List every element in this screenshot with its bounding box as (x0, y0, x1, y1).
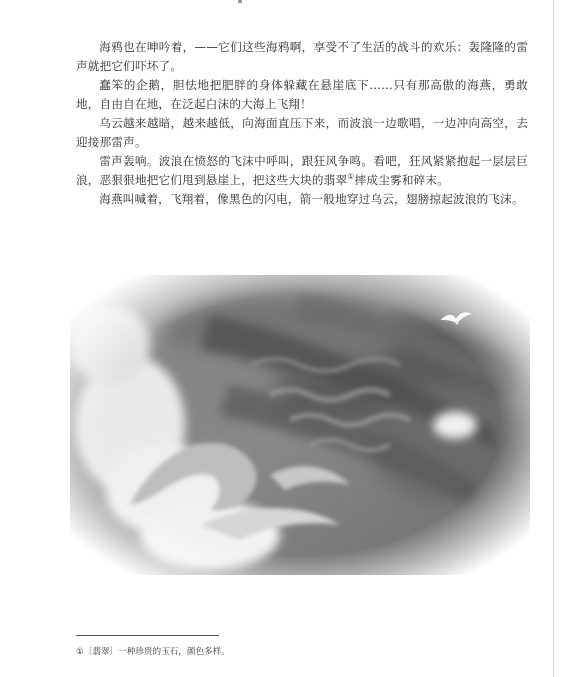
page-top-mark (238, 0, 242, 3)
footnote-divider (76, 635, 219, 636)
footnote-marker: ① (76, 647, 84, 657)
paragraph-4-tail: 摔成尘雾和碎末。 (354, 173, 449, 187)
paragraph-4 (76, 152, 528, 190)
paragraph-1: 海鸦也在呻吟着，——它们这些海鸦啊，享受不了生活的战斗的欢乐：轰隆隆的雷声就把它们吓坏了。 (76, 40, 528, 73)
footnote-text: 〔翡翠〕一种珍贵的玉石，颜色多样。 (83, 647, 230, 657)
paragraph-5: 海燕叫喊着，飞翔着，像黑色的闪电，箭一般地穿过乌云，翅膀掠起波浪的飞沫。 (99, 192, 524, 206)
storm-sea-illustration (70, 275, 530, 575)
page-edge (553, 0, 554, 677)
body-text (76, 38, 528, 209)
paragraph-2: 蠢笨的企鹅，胆怯地把肥胖的身体躲藏在悬崖底下……只有那高傲的海燕，勇敢地，自由自在地，在泛起白沫的大海上飞翔！ (76, 78, 528, 111)
illustration-vignette (70, 275, 530, 575)
paragraph-3: 乌云越来越暗，越来越低，向海面直压下来，而波浪一边歌唱，一边冲向高空，去迎接那雷声。 (76, 116, 528, 149)
footnote (76, 646, 230, 658)
paragraph-4-text: 雷声轰响。波浪在愤怒的飞沫中呼叫，跟狂风争鸣。看吧，狂风紧紧抱起一层层巨浪，恶狠狠地把它们甩到悬崖上，把这些大块的翡翠 (76, 154, 528, 187)
footnote-reference: ① (347, 172, 355, 182)
